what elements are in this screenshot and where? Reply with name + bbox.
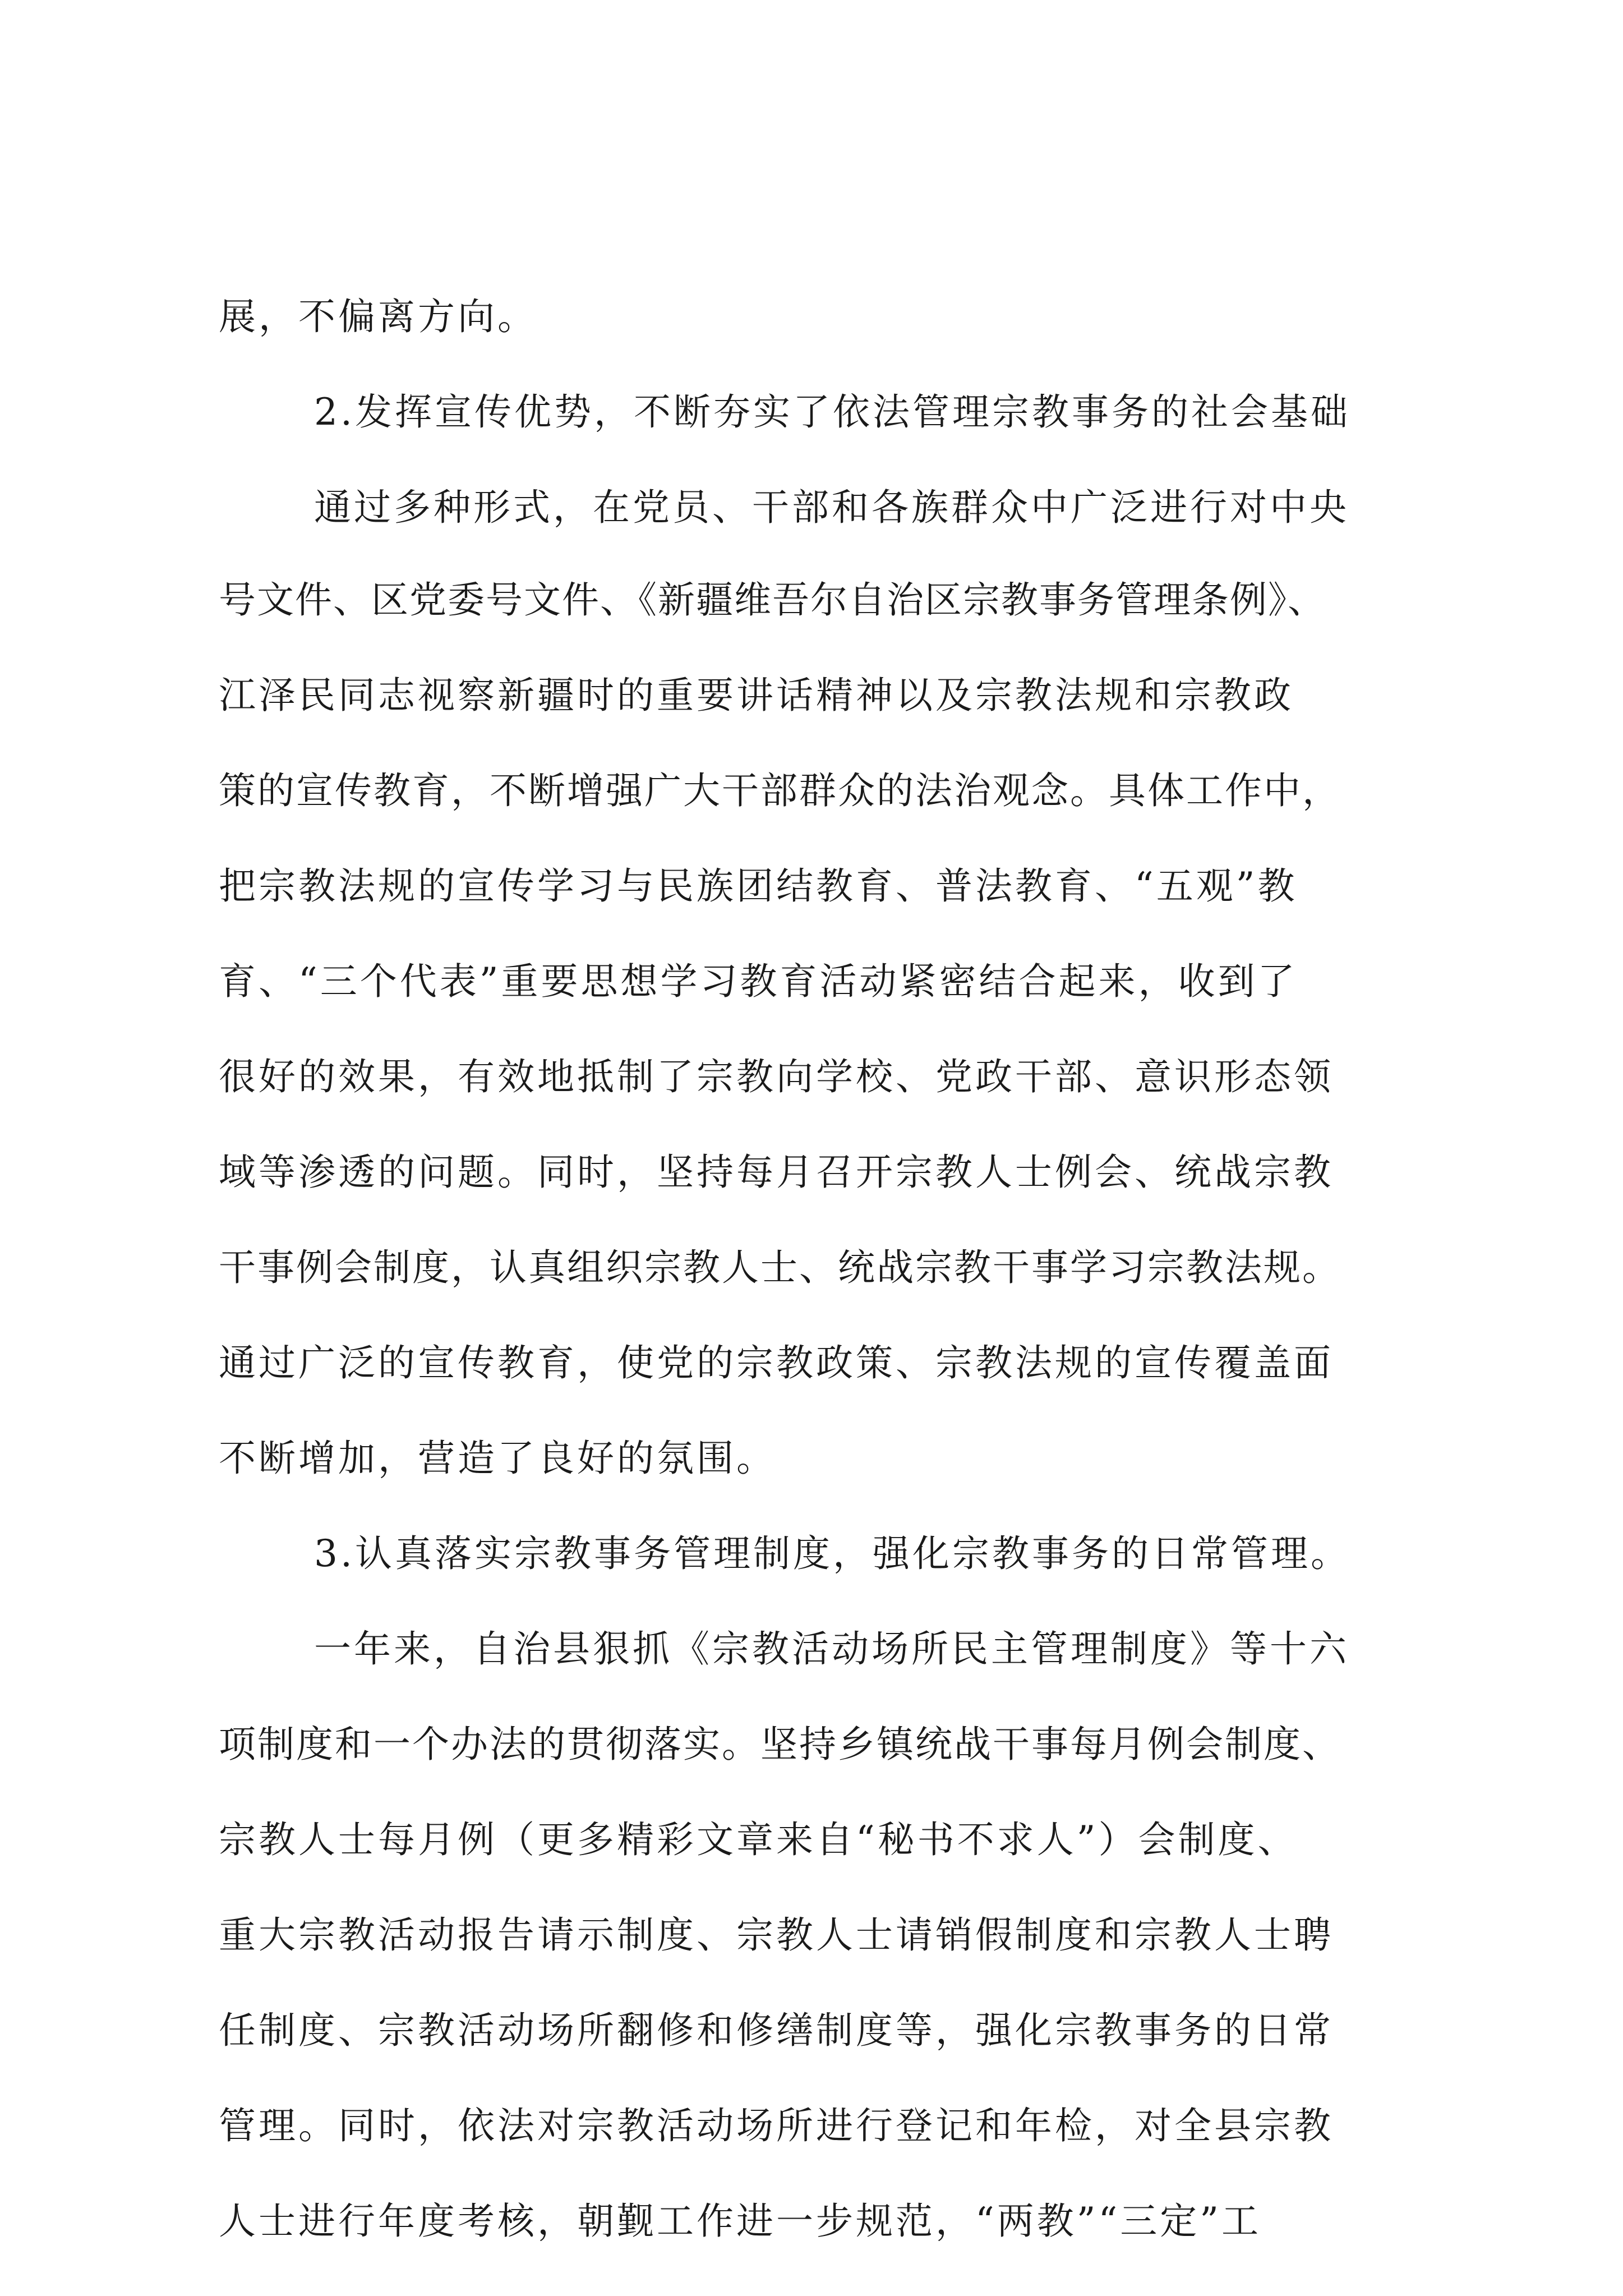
paragraph-line-16: 项制度和一个办法的贯彻落实。坚持乡镇统战干事每月例会制度、 [219,1723,1341,1766]
paragraph-line-19: 任制度、宗教活动场所翻修和修缮制度等，强化宗教事务的日常 [219,2009,1334,2052]
paragraph-line-21: 人士进行年度考核，朝觐工作进一步规范，“两教”“三定”工 [219,2200,1261,2243]
paragraph-line-8: 育、“三个代表”重要思想学习教育活动紧密结合起来，收到了 [219,960,1298,1003]
paragraph-line-20: 管理。同时，依法对宗教活动场所进行登记和年检，对全县宗教 [219,2104,1334,2147]
paragraph-line-17: 宗教人士每月例（更多精彩文章来自“秘书不求人”）会制度、 [219,1818,1298,1861]
paragraph-line-13: 不断增加，营造了良好的氛围。 [219,1437,776,1480]
paragraph-line-10: 域等渗透的问题。同时，坚持每月召开宗教人士例会、统战宗教 [219,1151,1334,1194]
section-heading-3: 3.认真落实宗教事务管理制度，强化宗教事务的日常管理。 [314,1532,1350,1575]
paragraph-line-11: 干事例会制度，认真组织宗教人士、统战宗教干事学习宗教法规。 [219,1246,1341,1289]
paragraph-line-18: 重大宗教活动报告请示制度、宗教人士请销假制度和宗教人士聘 [219,1913,1334,1957]
paragraph-line-4: 号文件、区党委号文件、《新疆维吾尔自治区宗教事务管理条例》、 [219,578,1326,622]
paragraph-line-15: 一年来，自治县狠抓《宗教活动场所民主管理制度》等十六 [314,1627,1349,1671]
paragraph-line-1: 展，不偏离方向。 [219,295,537,338]
paragraph-line-7: 把宗教法规的宣传学习与民族团结教育、普法教育、“五观”教 [219,864,1298,908]
paragraph-line-12: 通过广泛的宣传教育，使党的宗教政策、宗教法规的宣传覆盖面 [219,1341,1334,1384]
paragraph-line-3: 通过多种形式，在党员、干部和各族群众中广泛进行对中央 [314,486,1349,529]
paragraph-line-9: 很好的效果，有效地抵制了宗教向学校、党政干部、意识形态领 [219,1055,1334,1098]
section-heading-2: 2.发挥宣传优势，不断夯实了依法管理宗教事务的社会基础 [314,390,1350,434]
paragraph-line-6: 策的宣传教育，不断增强广大干部群众的法治观念。具体工作中， [219,769,1341,812]
paragraph-line-5: 江泽民同志视察新疆时的重要讲话精神以及宗教法规和宗教政 [219,674,1294,717]
